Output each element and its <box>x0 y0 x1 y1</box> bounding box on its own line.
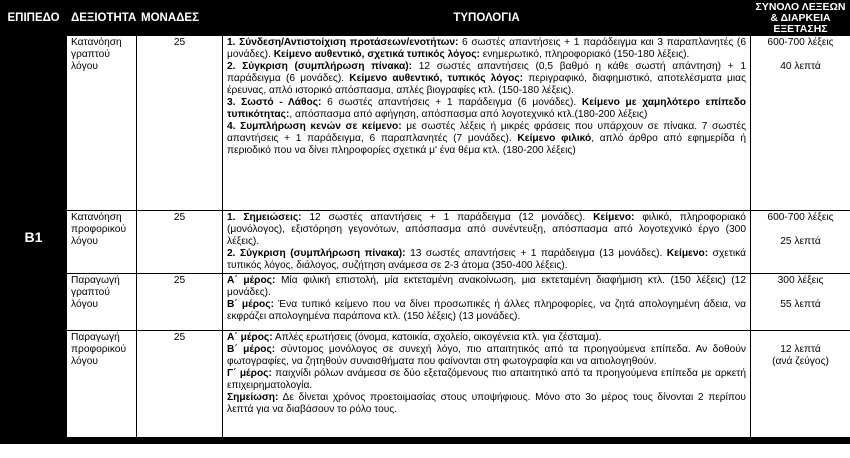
typology-cell <box>223 36 751 211</box>
duration: 25 λεπτά <box>780 236 821 247</box>
word-count: 600-700 λέξεις <box>767 37 834 48</box>
header-total-line1: ΣΥΝΟΛΟ ΛΕΞΕΩΝ <box>755 0 846 13</box>
table-row <box>1 331 850 438</box>
units-cell: 25 <box>137 274 223 331</box>
typology-section: Β΄ μέρος: Ένα τυπικό κείμενο που να δίνει προσωπικές ή άλλες πληροφορίες, να ζητά απολογημένη άδεια, να εκφράζει απολογημένα παράπονα κτλ. (150 λέξεις) (13 μονάδες). <box>227 299 747 322</box>
header-total-line2: & ΔΙΑΡΚΕΙΑ <box>770 11 831 24</box>
typology-section: 3. Σωστό - Λάθος: 6 σωστές απαντήσεις + 1 παράδειγμα (6 μονάδες). Κείμενο με χαμηλότερο επίπεδο τυπικότητας:, απόσπασμα από αφήγηση, απόσπασμα από λογοτεχνικό κτλ.(180-200 λέξεις) <box>227 97 746 120</box>
header-typology: ΤΥΠΟΛΟΓΙΑ <box>223 1 751 36</box>
duration-cell <box>751 331 850 438</box>
skill-cell: Παραγωγή γραπτού λόγου <box>67 274 137 331</box>
units-cell: 25 <box>137 211 223 274</box>
skill-cell: Κατανόηση προφορικού λόγου <box>67 211 137 274</box>
duration-cell <box>751 36 850 211</box>
typology-section: Γ΄ μέρος: παιχνίδι ρόλων ανάμεσα σε δύο εξεταζόμενους πιο απαιτητικό από τα προηγούμενα επίπεδα με αρκετή επιχειρηματολογία. <box>227 368 746 391</box>
skill-cell: Παραγωγή προφορικού λόγου <box>67 331 137 438</box>
table-header-row <box>1 1 850 36</box>
typology-section: Α΄ μέρος: Μία φιλική επιστολή, μία εκτεταμένη ανακοίνωση, μια εκτεταμένη διαφήμιση κτλ. (150 λέξεις) (12 μονάδες). <box>227 275 747 298</box>
typology-section: 2. Σύγκριση (συμπλήρωση πίνακα): 12 σωστές απαντήσεις (0,5 βαθμό η κάθε σωστή απάντηση) + 1 παράδειγμα (6 μονάδες). Κείμενο αυθεντικό, τυπικός λόγος: περιγραφικό, διαφημιστικό, αποτελέσματα μιας έρευνας, απλό ιστορικό απόσπασμα, απλές βιογραφίες κτλ. (150-180 λέξεις). <box>227 61 746 96</box>
duration-cell <box>751 211 850 274</box>
level-cell: B1 <box>1 36 67 438</box>
header-level: ΕΠΙΠΕΔΟ <box>1 1 67 36</box>
word-count: 600-700 λέξεις <box>767 212 834 223</box>
table-row <box>1 36 850 211</box>
duration-cell <box>751 274 850 331</box>
header-total <box>751 1 850 36</box>
duration: 55 λεπτά <box>780 299 821 310</box>
header-total-line3: ΕΞΕΤΑΣΗΣ <box>773 22 828 35</box>
duration: 40 λεπτά <box>780 61 821 72</box>
typology-cell <box>223 274 751 331</box>
skill-cell: Κατανόηση γραπτού λόγου <box>67 36 137 211</box>
typology-section: Σημείωση: Δε δίνεται χρόνος προετοιμασίας στους υποψήφιους. Μόνο στο 3ο μέρος τους δίνονται 2 περίπου λεπτά για να διαβάσουν το ρόλο τους. <box>227 392 746 415</box>
typology-section: Β΄ μέρος: σύντομος μονόλογος σε συνεχή λόγο, πιο απαιτητικός από τα προηγούμενα επίπεδα. Αν δοθούν φωτογραφίες, να ζητηθούν συναισθήματα που φαίνονται στη φωτογραφία και να αιτιολογηθούν. <box>227 344 746 367</box>
typology-section: 1. Σύνδεση/Αντιστοίχιση προτάσεων/ενοτήτων: 6 σωστές απαντήσεις + 1 παράδειγμα και 3 παραπλανητές (6 μονάδες). Κείμενο αυθεντικό, σχετικά τυπικός λόγος: ενημερωτικό, πληροφοριακό (150-180 λέξεις). <box>227 37 746 60</box>
header-units: ΜΟΝΑΔΕΣ <box>137 1 223 36</box>
table-row <box>1 211 850 274</box>
header-skill: ΔΕΞΙΟΤΗΤΑ <box>67 1 137 36</box>
units-cell: 25 <box>137 36 223 211</box>
typology-section: 2. Σύγκριση (συμπλήρωση πίνακα): 13 σωστές απαντήσεις + 1 παράδειγμα (13 μονάδες). Κείμενο: σχετικά τυπικός λόγος, διάλογος, συζήτηση ανάμεσα σε 2-3 άτομα (350-400 λέξεις). <box>227 248 746 271</box>
word-count: 300 λέξεις <box>777 275 824 286</box>
duration-note: (ανά ζεύγος) <box>772 356 829 367</box>
typology-cell <box>223 211 751 274</box>
units-cell: 25 <box>137 331 223 438</box>
typology-section: Α΄ μέρος: Απλές ερωτήσεις (όνομα, κατοικία, σχολείο, οικογένεια κτλ. για ζέσταμα). <box>227 332 602 343</box>
duration: 12 λεπτά <box>780 344 821 355</box>
typology-section: 1. Σημειώσεις: 12 σωστές απαντήσεις + 1 παράδειγμα (12 μονάδες). Κείμενο: φιλικό, πληροφοριακό (μονόλογος), εξιστόρηση γεγονότων, απόσπασμα από συνέντευξη, απόσπασμα από λογοτεχνικό έργο (300 λέξεις). <box>227 212 746 247</box>
table-row <box>1 274 850 331</box>
bottom-divider <box>0 438 850 444</box>
typology-section: 4. Συμπλήρωση κενών σε κείμενο: με σωστές λέξεις ή μικρές φράσεις που υπάρχουν σε πίνακα. 7 σωστές απαντήσεις + 1 παράδειγμα, 6 παραπλανητές (7 μονάδες). Κείμενο φιλικό, απλό άρθρο από εφημερίδα ή περιοδικό που να δίνει πληροφορίες σχετικά μ' ένα θέμα κτλ. (180-200 λέξεις) <box>227 121 746 156</box>
typology-cell <box>223 331 751 438</box>
